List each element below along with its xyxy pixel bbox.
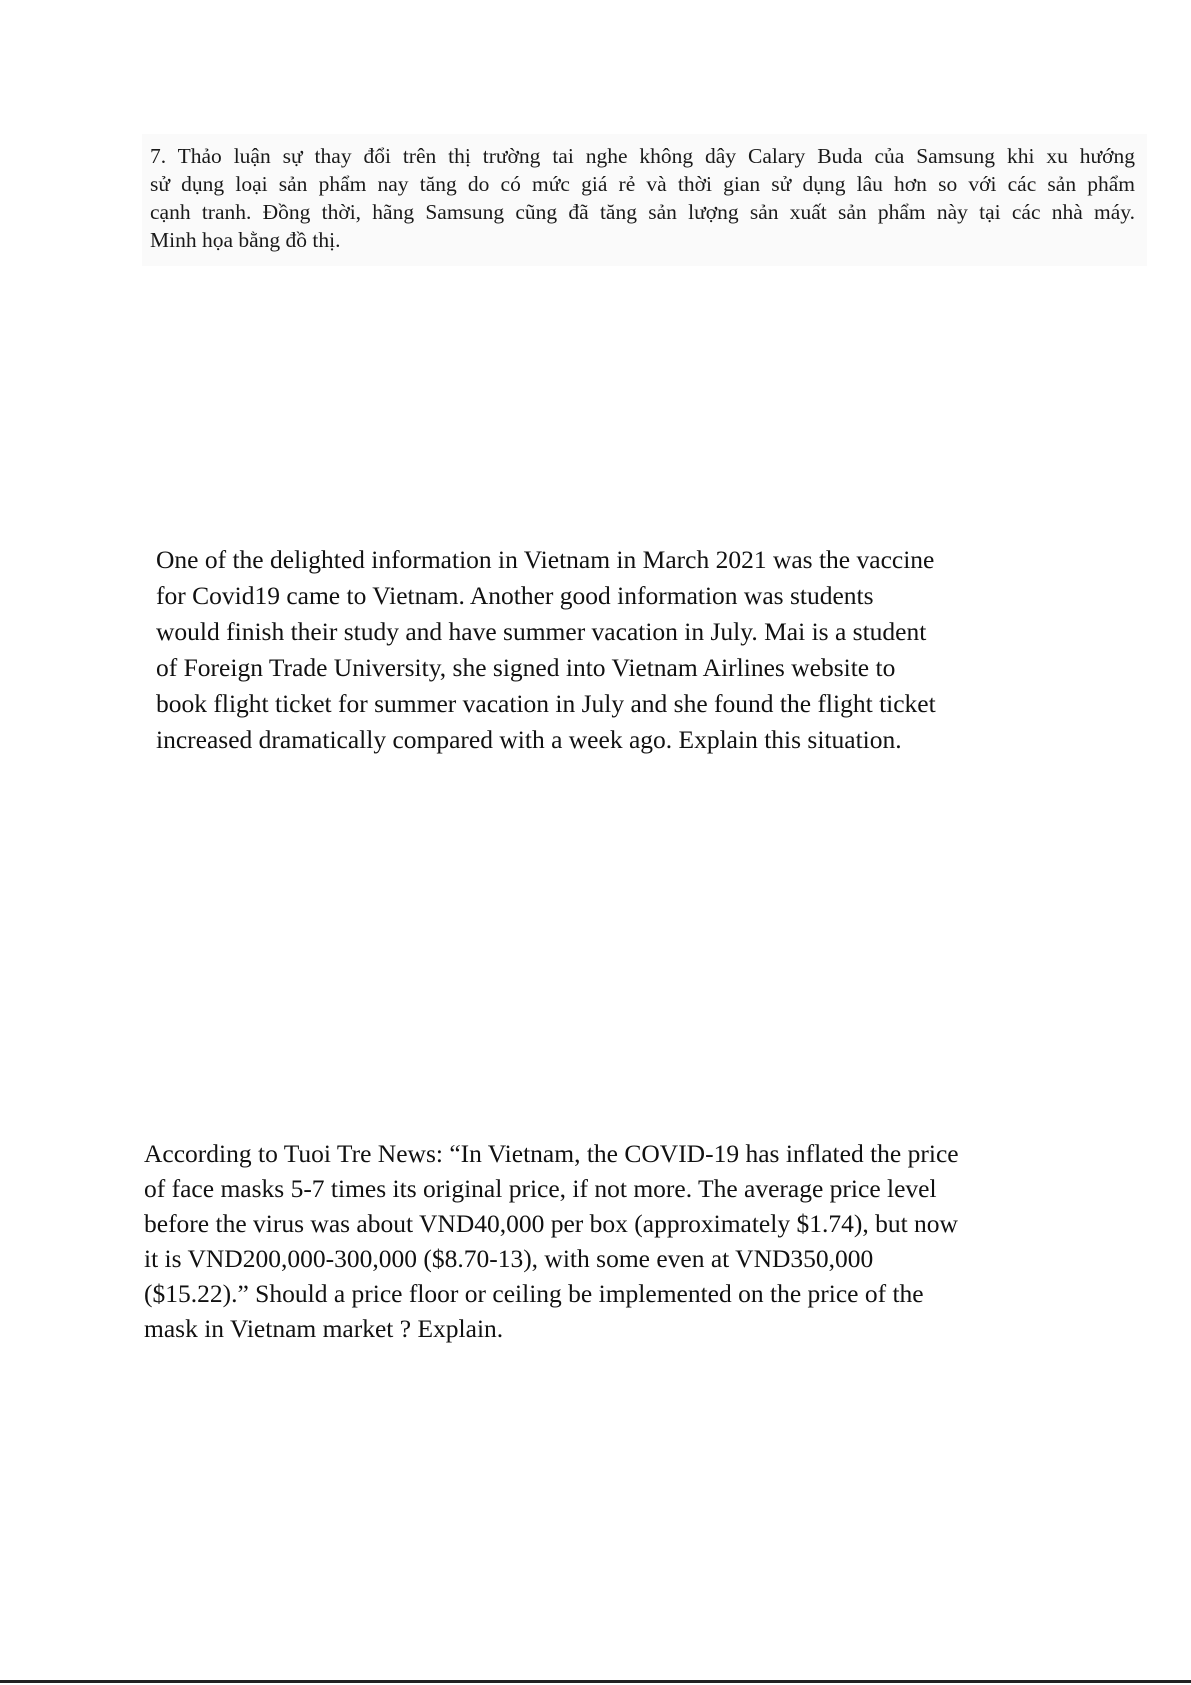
question-7-line: sử dụng loại sản phẩm nay tăng do có mức giá rẻ và thời gian sử dụng lâu hơn so với các sản phẩm xyxy=(150,172,1135,196)
flight-question-line: of Foreign Trade University, she signed into Vietnam Airlines website to xyxy=(156,653,896,682)
flight-question-line: for Covid19 came to Vietnam. Another good information was students xyxy=(156,581,874,610)
mask-question-line: of face masks 5-7 times its original price, if not more. The average price level xyxy=(144,1174,937,1203)
flight-question-line: increased dramatically compared with a week ago. Explain this situation. xyxy=(156,725,902,754)
question-7-line: Minh họa bằng đồ thị. xyxy=(150,228,341,252)
question-7-line: cạnh tranh. Đồng thời, hãng Samsung cũng đã tăng sản lượng sản xuất sản phẩm này tại các nhà máy. xyxy=(150,200,1135,224)
mask-question-line: it is VND200,000-300,000 ($8.70-13), with some even at VND350,000 xyxy=(144,1244,874,1273)
face-mask-question xyxy=(144,1136,1064,1346)
mask-question-line: mask in Vietnam market ? Explain. xyxy=(144,1314,504,1343)
mask-question-line: According to Tuoi Tre News: “In Vietnam, the COVID-19 has inflated the price xyxy=(144,1139,959,1168)
mask-question-line: before the virus was about VND40,000 per box (approximately $1.74), but now xyxy=(144,1209,958,1238)
question-7-paragraph xyxy=(150,142,1135,254)
page-bottom-border xyxy=(0,1680,1191,1683)
flight-question-line: One of the delighted information in Vietnam in March 2021 was the vaccine xyxy=(156,545,935,574)
mask-question-line: ($15.22).” Should a price floor or ceiling be implemented on the price of the xyxy=(144,1279,924,1308)
question-7-line: 7. Thảo luận sự thay đổi trên thị trường tai nghe không dây Calary Buda của Samsung khi xu hướng xyxy=(150,144,1135,168)
flight-ticket-question xyxy=(156,542,1056,758)
flight-question-line: book flight ticket for summer vacation in July and she found the flight ticket xyxy=(156,689,936,718)
flight-question-line: would finish their study and have summer vacation in July. Mai is a student xyxy=(156,617,927,646)
